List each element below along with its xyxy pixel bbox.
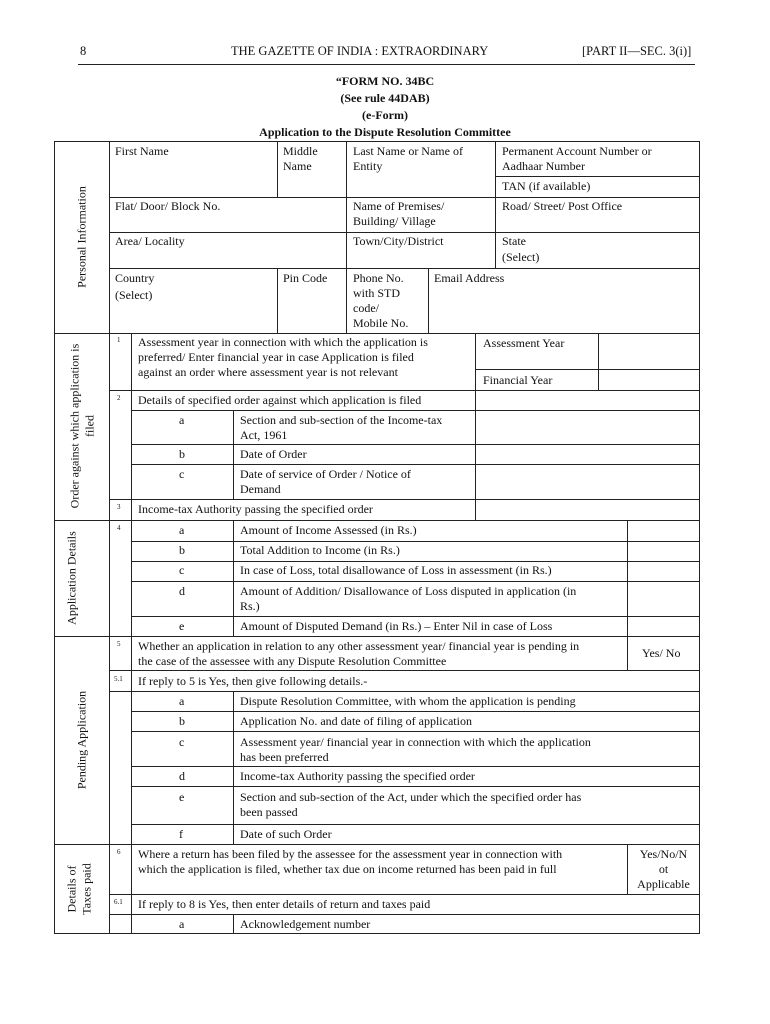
item-number-6-1: 6.1	[114, 898, 123, 906]
state-label: State	[502, 234, 526, 248]
pending-letter-a: a	[179, 694, 185, 708]
app-letter-a: a	[179, 523, 185, 537]
total-addition-label: Total Addition to Income (in Rs.)	[240, 543, 400, 557]
phone-label-2: with STD	[353, 286, 401, 300]
middle-name-label-1: Middle	[283, 144, 318, 158]
section-order-line1: Order against which application is	[67, 343, 82, 509]
tan-label: TAN (if available)	[502, 179, 591, 193]
section-order-line2: filed	[82, 415, 97, 437]
country-label: Country	[115, 271, 155, 285]
pending-letter-f: f	[179, 827, 183, 841]
order-service-label-2: Demand	[240, 482, 281, 496]
app-letter-c: c	[179, 563, 185, 577]
item-number-2: 2	[117, 394, 121, 402]
assessment-year-question-1: Assessment year in connection with which the application is	[138, 335, 428, 349]
disputed-demand-label: Amount of Disputed Demand (in Rs.) – Enter Nil in case of Loss	[240, 619, 553, 633]
specified-order-details: Details of specified order against which application is filed	[138, 393, 422, 407]
taxes-if-yes: If reply to 8 is Yes, then enter details of return and taxes paid	[138, 897, 431, 911]
road-label: Road/ Street/ Post Office	[502, 199, 623, 213]
section-pending-application: Pending Application	[74, 690, 89, 790]
pending-year-label-2: has been preferred	[240, 750, 329, 764]
order-date-label: Date of Order	[240, 447, 307, 461]
pending-letter-b: b	[179, 714, 185, 728]
item-number-6: 6	[117, 848, 121, 856]
phone-label-4: Mobile No.	[353, 316, 409, 330]
item-number-1: 1	[117, 336, 121, 344]
pending-letter-d: d	[179, 769, 185, 783]
taxes-letter-a: a	[179, 917, 185, 931]
pending-if-yes: If reply to 5 is Yes, then give following details.-	[138, 674, 368, 688]
pending-authority-label: Income-tax Authority passing the specified order	[240, 769, 475, 783]
drc-label: Dispute Resolution Committee, with whom the application is pending	[240, 694, 576, 708]
phone-label-3: code/	[353, 301, 379, 315]
pending-section-label-1: Section and sub-section of the Act, under which the specified order has	[240, 790, 582, 804]
app-letter-e: e	[179, 619, 185, 633]
form-title: Application to the Dispute Resolution Committee	[259, 125, 511, 139]
item-number-5: 5	[117, 640, 121, 648]
pending-yes-no[interactable]: Yes/ No	[642, 646, 681, 660]
authority-label: Income-tax Authority passing the specified order	[138, 502, 373, 516]
first-name-label: First Name	[115, 144, 169, 158]
app-letter-d: d	[179, 584, 185, 598]
item-number-5-1: 5.1	[114, 675, 123, 683]
acknowledgement-number-label: Acknowledgement number	[240, 917, 371, 931]
financial-year-label: Financial Year	[483, 373, 553, 387]
assessment-year-label: Assessment Year	[483, 336, 565, 350]
order-service-label-1: Date of service of Order / Notice of	[240, 467, 411, 481]
state-select[interactable]: (Select)	[502, 250, 540, 264]
taxes-question-2: which the application is filed, whether tax due on income returned has been paid in full	[138, 862, 557, 876]
form-eform: (e-Form)	[362, 108, 408, 122]
application-number-label: Application No. and date of filing of application	[240, 714, 472, 728]
pin-code-label: Pin Code	[283, 271, 328, 285]
gazette-title: THE GAZETTE OF INDIA : EXTRAORDINARY	[231, 44, 489, 58]
last-name-label-1: Last Name or Name of	[353, 144, 463, 158]
pending-letter-e: e	[179, 790, 185, 804]
section-taxes-line2: Taxes paid	[79, 863, 94, 915]
pending-question-1: Whether an application in relation to any other assessment year/ financial year is pending in	[138, 639, 580, 653]
area-label: Area/ Locality	[115, 234, 185, 248]
taxes-answer-1[interactable]: Yes/No/N	[639, 847, 688, 861]
form-rule: (See rule 44DAB)	[340, 91, 430, 105]
item-number-4: 4	[117, 524, 121, 532]
order-letter-c: c	[179, 467, 185, 481]
income-assessed-label: Amount of Income Assessed (in Rs.)	[240, 523, 417, 537]
header-rule	[78, 64, 695, 65]
section-personal-information: Personal Information	[74, 186, 89, 288]
pending-question-2: the case of the assessee with any Dispute Resolution Committee	[138, 654, 447, 668]
assessment-year-question-3: against an order where assessment year is not relevant	[138, 365, 398, 379]
order-section-label-1: Section and sub-section of the Income-tax	[240, 413, 443, 427]
town-label: Town/City/District	[353, 234, 444, 248]
form-number: “FORM NO. 34BC	[335, 74, 435, 88]
part-section: [PART II—SEC. 3(i)]	[582, 44, 692, 58]
pending-section-label-2: been passed	[240, 805, 298, 819]
addition-disputed-label-2: Rs.)	[240, 599, 260, 613]
pending-year-label-1: Assessment year/ financial year in connection with which the application	[240, 735, 591, 749]
middle-name-label-2: Name	[283, 159, 312, 173]
order-date-such-label: Date of such Order	[240, 827, 332, 841]
order-section-label-2: Act, 1961	[240, 428, 288, 442]
country-select[interactable]: (Select)	[115, 288, 153, 302]
order-letter-b: b	[179, 447, 185, 461]
flat-label: Flat/ Door/ Block No.	[115, 199, 221, 213]
email-label: Email Address	[434, 271, 505, 285]
assessment-year-question-2: preferred/ Enter financial year in case Application is filed	[138, 350, 414, 364]
page-number: 8	[80, 44, 87, 58]
section-application-details: Application Details	[64, 531, 79, 625]
premises-label-2: Building/ Village	[353, 214, 436, 228]
section-taxes-line1: Details of	[64, 865, 79, 913]
pan-label-2: Aadhaar Number	[502, 159, 585, 173]
loss-disallowance-label: In case of Loss, total disallowance of Loss in assessment (in Rs.)	[240, 563, 552, 577]
premises-label-1: Name of Premises/	[353, 199, 445, 213]
pan-label-1: Permanent Account Number or	[502, 144, 652, 158]
taxes-answer-2: ot	[658, 862, 669, 876]
app-letter-b: b	[179, 543, 185, 557]
addition-disputed-label-1: Amount of Addition/ Disallowance of Loss disputed in application (in	[240, 584, 577, 598]
phone-label-1: Phone No.	[353, 271, 404, 285]
item-number-3: 3	[117, 503, 121, 511]
taxes-question-1: Where a return has been filed by the assessee for the assessment year in connection with	[138, 847, 563, 861]
taxes-answer-3: Applicable	[637, 877, 690, 891]
last-name-label-2: Entity	[353, 159, 383, 173]
pending-letter-c: c	[179, 735, 185, 749]
order-letter-a: a	[179, 413, 185, 427]
